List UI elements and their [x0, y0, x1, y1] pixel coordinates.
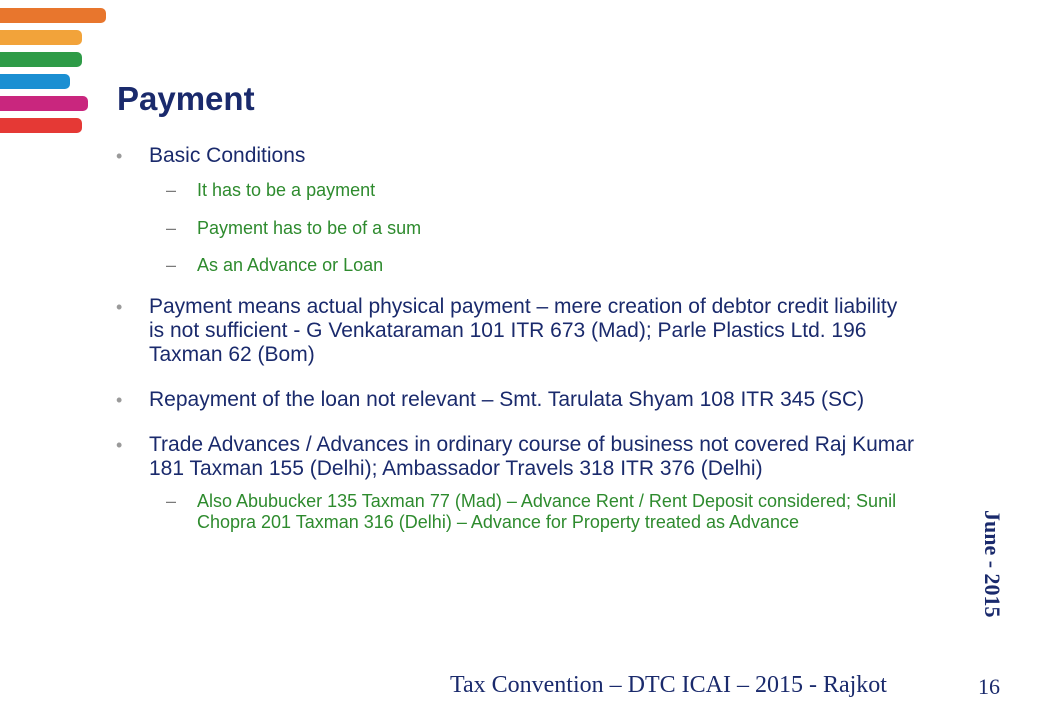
bullet-icon: •	[116, 146, 123, 166]
bullet-item	[116, 433, 916, 481]
dash-icon: –	[166, 255, 177, 275]
sub-bullet-text: It has to be a payment	[197, 180, 376, 200]
bullet-item	[116, 388, 916, 412]
bullet-text: Payment means actual physical payment – mere creation of debtor credit liability is not sufficient - G Venkataraman 101 ITR 673 (Mad); Parle Plastics Ltd. 196 Taxman 62 (Bom)	[149, 295, 898, 366]
bullet-text: Trade Advances / Advances in ordinary course of business not covered Raj Kumar 181 Taxman 155 (Delhi); Ambassador Travels 318 ITR 376 (Delhi)	[149, 433, 914, 480]
logo-bar-green	[0, 52, 82, 67]
bullet-icon: •	[116, 297, 123, 317]
dash-icon: –	[166, 491, 177, 511]
bullet-item	[116, 144, 916, 168]
logo-bar-magenta	[0, 96, 88, 111]
dash-icon: –	[166, 180, 177, 200]
dash-icon: –	[166, 218, 177, 238]
footer-text: Tax Convention – DTC ICAI – 2015 - Rajkot	[450, 672, 887, 698]
sub-bullet-item	[116, 491, 907, 533]
side-date-label: June - 2015	[980, 510, 1005, 618]
page-number: 16	[978, 674, 1000, 699]
logo-bar-red	[0, 118, 82, 133]
bullet-text: Basic Conditions	[149, 144, 306, 167]
bullet-item	[116, 295, 916, 367]
sub-bullet-item	[116, 255, 916, 276]
bullet-icon: •	[116, 390, 123, 410]
logo-bar-amber	[0, 30, 82, 45]
logo-bar-orange	[0, 8, 106, 23]
slide-body	[116, 144, 916, 533]
slide-title: Payment	[117, 80, 255, 117]
sub-bullet-text: As an Advance or Loan	[197, 255, 384, 275]
sub-bullet-text: Payment has to be of a sum	[197, 218, 422, 238]
sub-bullet-item	[116, 180, 916, 201]
logo-bar-blue	[0, 74, 70, 89]
bullet-icon: •	[116, 435, 123, 455]
bullet-text: Repayment of the loan not relevant – Smt. Tarulata Shyam 108 ITR 345 (SC)	[149, 388, 865, 411]
sub-bullet-text: Also Abubucker 135 Taxman 77 (Mad) – Advance Rent / Rent Deposit considered; Sunil Chopra 201 Taxman 316 (Delhi) – Advance for Property treated as Advance	[197, 491, 897, 532]
sub-bullet-item	[116, 218, 916, 239]
